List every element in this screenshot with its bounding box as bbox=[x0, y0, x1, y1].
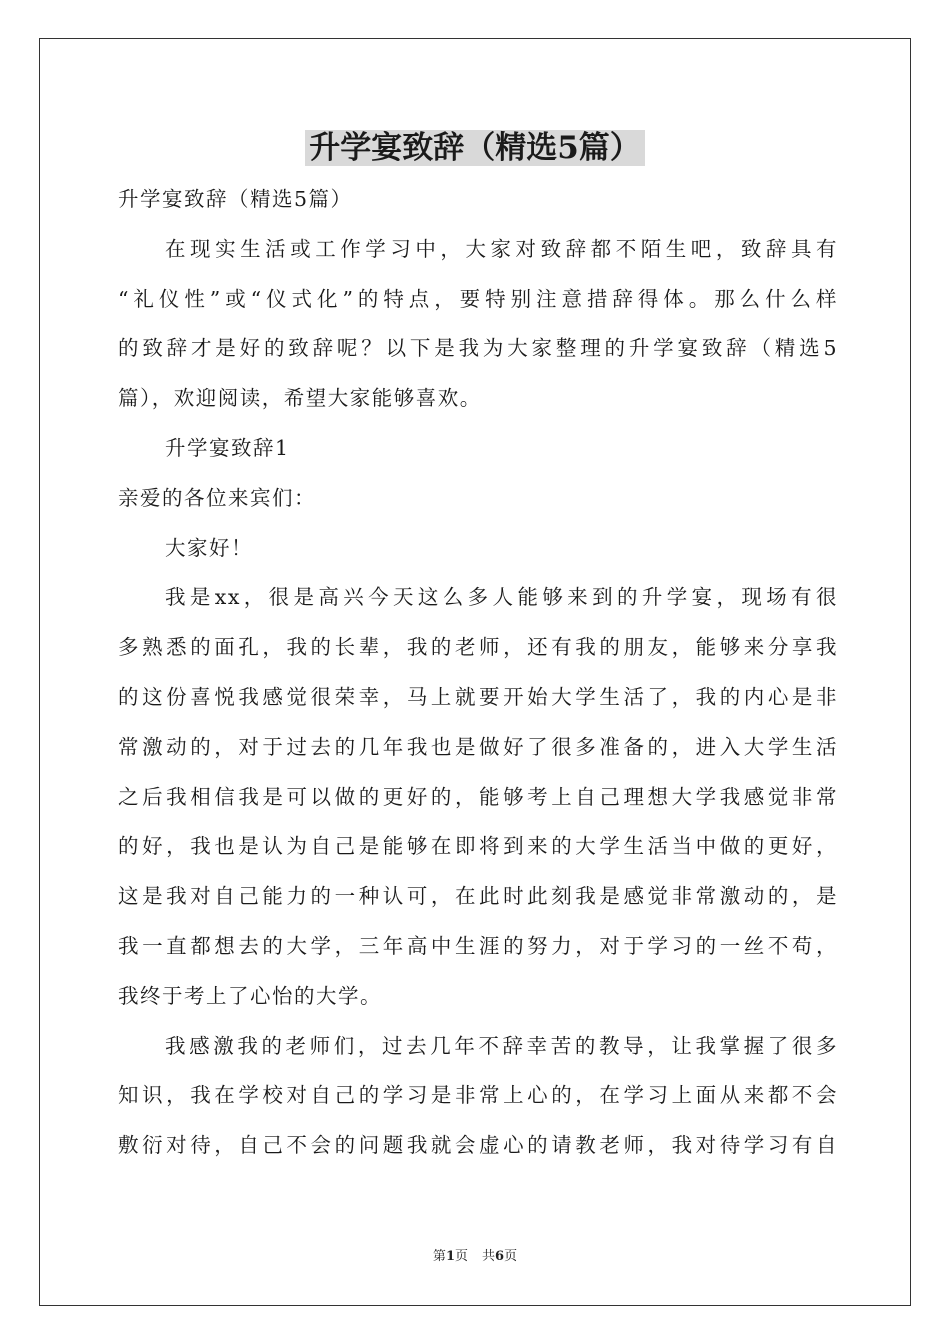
body-line: 升学宴致辞（精选5篇） bbox=[118, 187, 353, 211]
total-unit: 页 bbox=[504, 1249, 518, 1264]
body-line: 的好，我也是认为自己是能够在即将到来的大学生活当中做的更好， bbox=[118, 834, 838, 859]
body-line: 我感激我的老师们，过去几年不辞幸苦的教导，让我掌握了很多 bbox=[165, 1033, 838, 1058]
body-line: 多熟悉的面孔，我的长辈，我的老师，还有我的朋友，能够来分享我 bbox=[118, 635, 838, 660]
document-title-text: 升学宴致辞（精选5篇） bbox=[305, 130, 645, 166]
body-line: 知识，我在学校对自己的学习是非常上心的，在学习上面从来都不会 bbox=[118, 1083, 838, 1108]
document-body bbox=[118, 175, 838, 1171]
body-line: 这是我对自己能力的一种认可，在此时此刻我是感觉非常激动的，是 bbox=[118, 884, 838, 909]
total-prefix: 共 bbox=[482, 1249, 496, 1264]
page-unit: 页 bbox=[454, 1249, 468, 1264]
body-line: 的这份喜悦我感觉很荣幸，马上就要开始大学生活了，我的内心是非 bbox=[118, 684, 838, 709]
page-footer bbox=[0, 1248, 950, 1266]
page-current: 1 bbox=[445, 1249, 455, 1264]
body-line: 升学宴致辞1 bbox=[165, 435, 290, 460]
body-line: 篇），欢迎阅读，希望大家能够喜欢。 bbox=[118, 386, 482, 411]
body-line: 的致辞才是好的致辞呢？以下是我为大家整理的升学宴致辞（精选5 bbox=[118, 336, 838, 361]
page-total: 6 bbox=[495, 1249, 505, 1264]
body-line: 常激动的，对于过去的几年我也是做好了很多准备的，进入大学生活 bbox=[118, 734, 838, 759]
body-line: 大家好！ bbox=[165, 535, 253, 560]
body-line: 敷衍对待，自己不会的问题我就会虚心的请教老师，我对待学习有自 bbox=[118, 1133, 838, 1158]
body-line: 在现实生活或工作学习中，大家对致辞都不陌生吧，致辞具有 bbox=[165, 236, 838, 261]
page-prefix: 第 bbox=[432, 1249, 446, 1264]
body-line: “礼仪性”或“仪式化”的特点，要特别注意措辞得体。那么什么样 bbox=[118, 286, 838, 311]
body-line: 我是xx，很是高兴今天这么多人能够来到的升学宴，现场有很 bbox=[165, 585, 838, 610]
body-line: 亲爱的各位来宾们： bbox=[118, 485, 316, 510]
body-line: 我终于考上了心怡的大学。 bbox=[118, 983, 382, 1008]
document-title bbox=[0, 126, 950, 170]
body-line: 我一直都想去的大学，三年高中生涯的努力，对于学习的一丝不苟， bbox=[118, 933, 838, 958]
body-line: 之后我相信我是可以做的更好的，能够考上自己理想大学我感觉非常 bbox=[118, 784, 838, 809]
